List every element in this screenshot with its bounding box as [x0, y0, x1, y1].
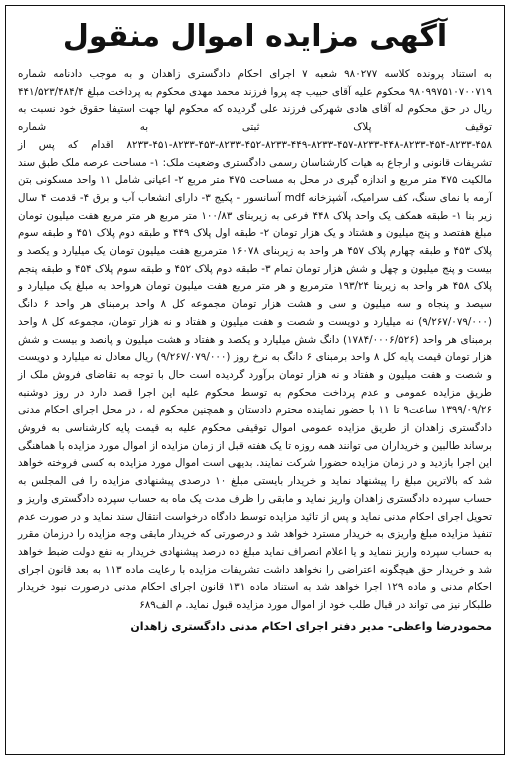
notice-body: به استناد پرونده کلاسه ۹۸۰۲۷۷ شعبه ۷ اجرای احکام دادگستری زاهدان و به موجب دادنامه شماره ۹۸۰۹۹۷۵۱۰۷۰۰۷۱۹ محکوم علیه آقای حبیب چه پروا فرزند محمد مهدی محکوم به پرداخت مبلغ ۴۴۱/۵۲۳/۴۸۴/۴ ریال در حق محکوم له آقای هادی شهرکی فرزند علی گردیده که محکوم لها جهت استیفا حقوق خود نسبت به توقیف پلاک ثبتی به شماره ۴۵۸-۸۲۳۳-۴۵۴-۸۲۳۳-۴۴۸-۸۲۳۳-۴۵۷-۸۲۳۳-۴۴۹-۸۲۳۳-۴۵۲-۸۲۳۳-۴۵۳-۸۲۳۳-۴۵۱-۸۲۳۳ اقدام که پس از تشریفات قانونی و ارجاع به هیات کارشناسان رسمی دادگستری وضعیت ملک: ۱- مساحت عرصه ملک طبق سند مالکیت ۴۷۵ متر مربع و اندازه گیری در محل به مساحت ۴۷۵ متر مربع ۲- اعیانی شامل ۱۱ واحد مسکونی بتن آرمه با نمای سنگ، کف سرامیک، آشپزخانه mdf آسانسور - پکیج ۳- دارای انشعاب آب و برق ۴- قدمت ۴ سال زیر بنا ۱- طبقه همکف یک واحد پلاک ۴۴۸ فرعی به زیربنای ۱۰۰/۸۳ متر مربع هر متر مربع هفت میلیون تومان مبلغ هفتصد و پنج میلیون و هشتاد و یک هزار تومان ۲- طبقه اول پلاک ۴۴۹ و طبقه دوم پلاک ۴۵۱ و طبقه سوم پلاک ۴۵۳ و طبقه چهارم پلاک ۴۵۷ هر واحد به زیربنای ۱۶۰۷۸ مترمربع هفت میلیون تومان یک میلیارد و یکصد و بیست و پنج میلیون و چهل و شش هزار تومان تمام ۳- طبقه دوم پلاک ۴۵۲ و طبقه سوم پلاک ۴۵۴ و طبقه پنجم پلاک ۴۵۸ هر واحد به زیربنا ۱۹۳/۲۴ مترمربع و هر متر مربع هفت میلیون تومان هرواحد به مبلغ یک میلیارد و سیصد و پنجاه و سه میلیون و سی و هشت هزار تومان مجموعه کل ۸ واحد برمبنای هر واحد ۶ دانگ (۹/۲۶۷/۰۷۹/۰۰۰) نه میلیارد و دویست و شصت و هفت میلیون و هفتاد و نه هزار تومان، مجموعه کل ۸ واحد برمبنای هر واحد (۱۷۸۴/۰۰۰۶/۵۲۶) دانگ شش میلیارد و یکصد و هفتاد و هشت میلیون و پانصد و بیست و شش هزار تومان قیمت پایه کل ۸ واحد برمبنای ۶ دانگ به نرخ روز (۹/۲۶۷/۰۷۹/۰۰۰) ریال معادل نه میلیارد و دویست و شصت و هفت میلیون و هفتاد و نه هزار تومان برآورد گردیده است حال با توجه به تقاضای فروش ملک از طریق مزایده عمومی و عدم پرداخت محکوم به توسط محکوم علیه این اجرا قصد دارد در روز دوشنبه ۱۳۹۹/۰۹/۲۶ ساعت۹ تا ۱۱ با حضور نماینده محترم دادستان و همچنین محکوم له ، در محل اجرای احکام مدنی دادگستری زاهدان از طریق مزایده عمومی اموال توقیفی محکوم علیه به قیمت پایه کارشناسی به فروش برساند طالبین و خریداران می توانند همه روزه تا یک هفته قبل از زمان مزایده از اموال مورد مزایده با هماهنگی این اجرا بازدید و در زمان مزایده حضورا شرکت نمایند. بدیهی است اموال مورد مزایده به کسی فروخته خواهد شد که بالاترین مبلغ را پیشنهاد نماید و خریدار بایستی مبلغ ۱۰ درصدی پیشنهادی مزایده را فی المجلس به حساب سپرده دادگستری زاهدان واریز نماید و مابقی را ظرف مدت یک ماه به حساب سپرده دادگستری واریز و تحویل اجرای احکام مدنی نماید و پس از تائید مزایده توسط دادگاه درخواست انتقال سند نماید و در صورت عدم تنفیذ مزایده مبلغ واریزی به خریدار مسترد خواهد شد و درصورتی که خریدار مابقی وجه مزایده را درزمان مقرر به حساب سپرده واریز ننماید و یا اعلام انصراف نماید مبلغ ده درصد پیشنهادی خریدار به نفع دولت ضبط خواهد شد و خریدار حق هیچگونه اعتراضی را نخواهد داشت تشریفات مزایده با رعایت ماده ۱۱۳ به بعد قانون اجرای احکام مدنی و ماده ۱۲۹ اجرا خواهد شد به استناد ماده ۱۳۱ قانون اجرای احکام مدنی درصورت نبود خریدار طلبکار نیز می تواند در قبال طلب خود از اموال مورد مزایده قبول نماید. م الف۶۸۹ — [18, 68, 493, 612]
notice-frame — [5, 5, 505, 755]
notice-signature: محمودرضا واعظی- مدیر دفتر اجرای احکام مدنی دادگستری زاهدان — [130, 619, 492, 633]
notice-title: آگهی مزایده اموال منقول — [62, 19, 448, 54]
